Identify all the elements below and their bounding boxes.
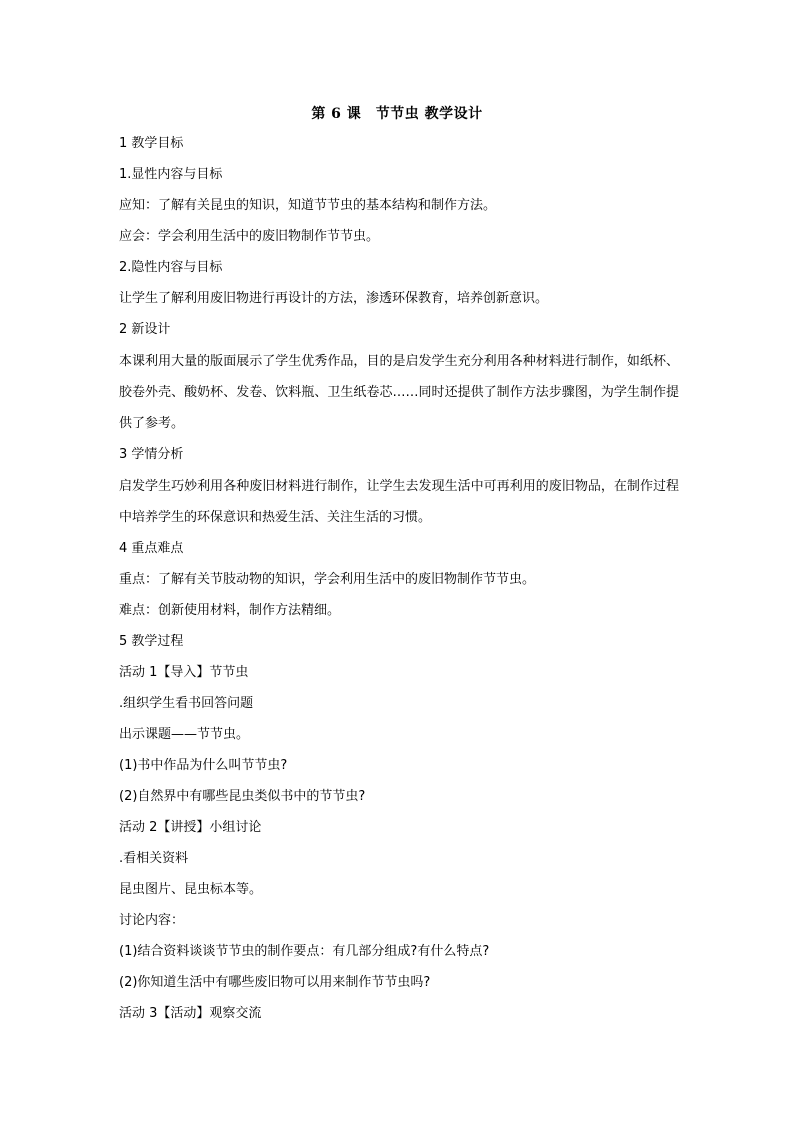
paragraph: 重点：了解有关节肢动物的知识，学会利用生活中的废旧物制作节节虫。 — [119, 572, 536, 587]
section-heading: 1 教学目标 — [119, 136, 184, 151]
subsection-heading: 2.隐性内容与目标 — [119, 260, 223, 275]
section-heading: 4 重点难点 — [119, 541, 184, 556]
question: (2)你知道生活中有哪些废旧物可以用来制作节节虫吗? — [119, 975, 431, 990]
paragraph: .组织学生看书回答问题 — [119, 696, 254, 711]
question: (2)自然界中有哪些昆虫类似书中的节节虫? — [119, 789, 366, 804]
section-heading: 2 新设计 — [119, 322, 171, 337]
paragraph: 昆虫图片、昆虫标本等。 — [119, 882, 263, 897]
paragraph: .看相关资料 — [119, 851, 189, 866]
paragraph: 让学生了解利用废旧物进行再设计的方法，渗透环保教育，培养创新意识。 — [119, 291, 549, 306]
activity-heading: 活动 3【活动】观察交流 — [119, 1006, 262, 1021]
paragraph: 应会：学会利用生活中的废旧物制作节节虫。 — [119, 229, 380, 244]
section-heading: 5 教学过程 — [119, 634, 184, 649]
section-heading: 3 学情分析 — [119, 447, 184, 462]
paragraph: 应知：了解有关昆虫的知识，知道节节虫的基本结构和制作方法。 — [119, 198, 497, 213]
activity-heading: 活动 2【讲授】小组讨论 — [119, 820, 262, 835]
question: (1)书中作品为什么叫节节虫? — [119, 758, 288, 773]
document-title: 第 6 课 节节虫 教学设计 — [311, 106, 483, 122]
subsection-heading: 1.显性内容与目标 — [119, 167, 223, 182]
paragraph: 出示课题——节节虫。 — [119, 727, 250, 742]
document-body — [119, 133, 679, 1034]
paragraph: 本课利用大量的版面展示了学生优秀作品，目的是启发学生充分利用各种材料进行制作，如纸杯、胶卷外壳、酸奶杯、发卷、饮料瓶、卫生纸卷芯……同时还提供了制作方法步骤图，为学生制作提供了参考。 — [119, 354, 679, 431]
paragraph: 启发学生巧妙利用各种废旧材料进行制作，让学生去发现生活中可再利用的废旧物品，在制作过程中培养学生的环保意识和热爱生活、关注生活的习惯。 — [119, 479, 679, 525]
question: (1)结合资料谈谈节节虫的制作要点：有几部分组成?有什么特点? — [119, 944, 490, 959]
paragraph: 难点：创新使用材料，制作方法精细。 — [119, 603, 341, 618]
paragraph: 讨论内容： — [119, 913, 185, 928]
activity-heading: 活动 1【导入】节节虫 — [119, 665, 249, 680]
